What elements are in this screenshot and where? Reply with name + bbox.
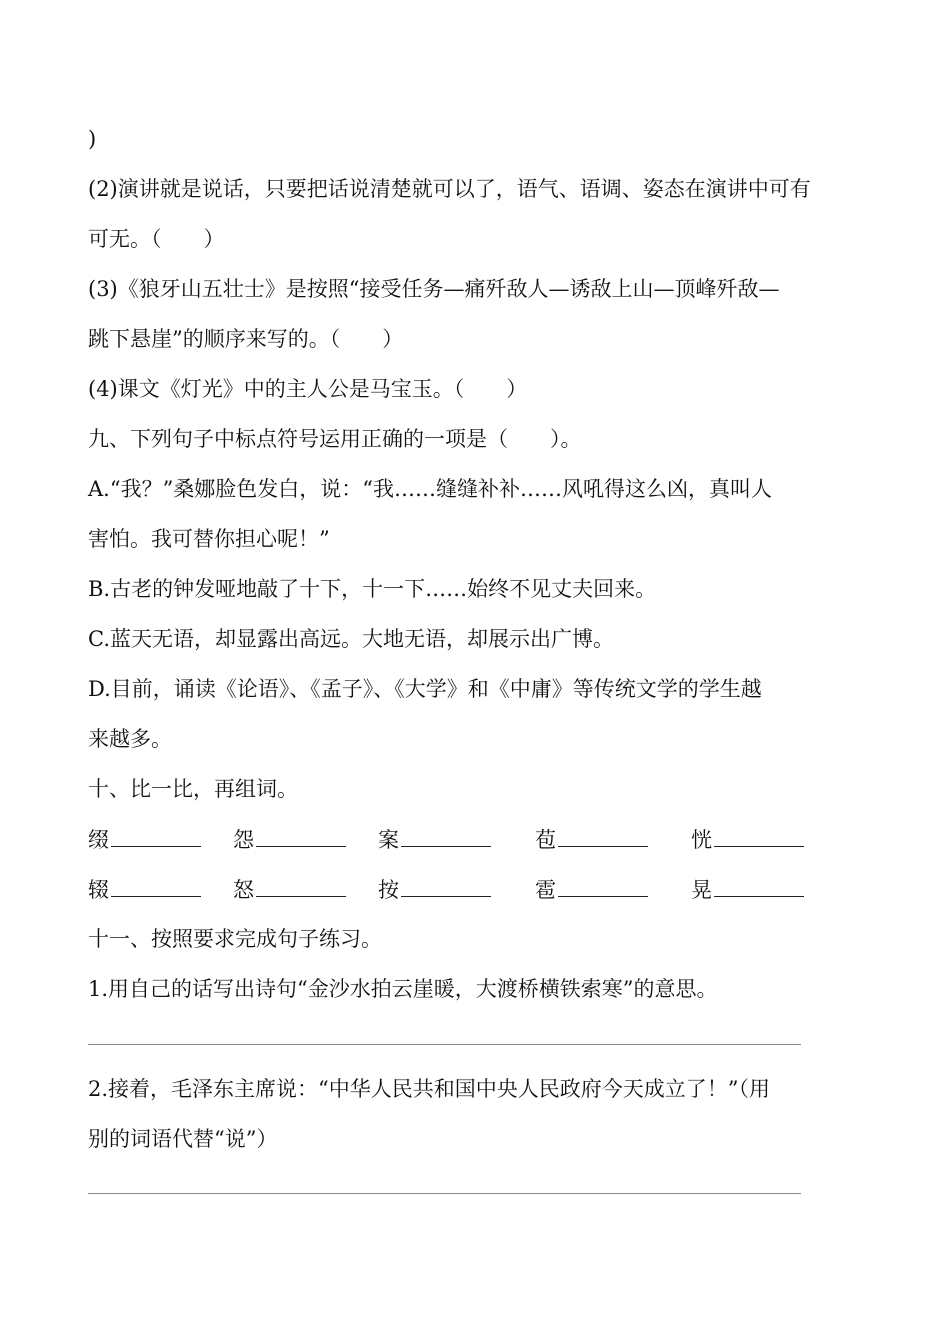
answer-blank[interactable] [714,824,804,847]
sentence-task-2-line1: 2.接着，毛泽东主席说：“中华人民共和国中央人民政府今天成立了！”（用 [88,1077,771,1101]
compare-item [233,824,346,855]
compare-item [378,824,491,855]
answer-blank[interactable] [714,874,804,897]
compare-char: 怒 [233,878,254,902]
answer-blank[interactable] [111,874,201,897]
answer-blank[interactable] [111,824,201,847]
compare-item [535,824,648,855]
compare-char: 案 [378,828,399,852]
compare-char: 辍 [88,878,109,902]
previous-item-closing-paren: ) [88,127,97,151]
compare-item [233,874,346,905]
answer-blank[interactable] [256,874,346,897]
compare-char: 晃 [691,878,712,902]
compare-item [88,874,201,905]
compare-char: 恍 [691,828,712,852]
judge-item-3-line1: (3)《狼牙山五壮士》是按照“接受任务—痛歼敌人—诱敌上山—顶峰歼敌— [88,277,780,301]
question-11-heading: 十一、按照要求完成句子练习。 [88,927,382,951]
answer-blank[interactable] [401,824,491,847]
compare-item [535,874,648,905]
option-d-line1: D.目前，诵读《论语》、《孟子》、《大学》和《中庸》等传统文学的学生越 [88,677,762,701]
answer-line-2[interactable] [88,1193,801,1194]
compare-item [691,874,804,905]
sentence-task-1: 1.用自己的话写出诗句“金沙水拍云崖暖，大渡桥横铁索寒”的意思。 [88,977,718,1001]
option-b: B.古老的钟发哑地敲了十下，十一下……始终不见丈夫回来。 [88,577,657,601]
compare-char: 雹 [535,878,556,902]
sentence-task-2-line2: 别的词语代替“说”） [88,1127,278,1151]
judge-item-2-line1: (2)演讲就是说话，只要把话说清楚就可以了，语气、语调、姿态在演讲中可有 [88,177,811,201]
compare-item [378,874,491,905]
compare-char: 苞 [535,828,556,852]
compare-row-1 [88,824,848,854]
option-d-line2: 来越多。 [88,727,172,751]
question-9-heading: 九、下列句子中标点符号运用正确的一项是（ ）。 [88,427,582,451]
compare-row-2 [88,874,848,904]
compare-char: 按 [378,878,399,902]
judge-item-4: (4)课文《灯光》中的主人公是马宝玉。（ ） [88,377,528,401]
answer-blank[interactable] [256,824,346,847]
judge-item-3-line2: 跳下悬崖”的顺序来写的。（ ） [88,327,404,351]
compare-char: 缀 [88,828,109,852]
compare-item [88,824,201,855]
answer-blank[interactable] [401,874,491,897]
compare-char: 怨 [233,828,254,852]
answer-blank[interactable] [558,874,648,897]
question-10-heading: 十、比一比，再组词。 [88,777,298,801]
judge-item-2-line2: 可无。（ ） [88,227,225,251]
option-a-line1: A.“我？”桑娜脸色发白，说：“我……缝缝补补……风吼得这么凶，真叫人 [88,477,773,501]
option-c: C.蓝天无语，却显露出高远。大地无语，却展示出广博。 [88,627,614,651]
answer-blank[interactable] [558,824,648,847]
option-a-line2: 害怕。我可替你担心呢！” [88,527,330,551]
answer-line-1[interactable] [88,1044,801,1045]
compare-item [691,824,804,855]
